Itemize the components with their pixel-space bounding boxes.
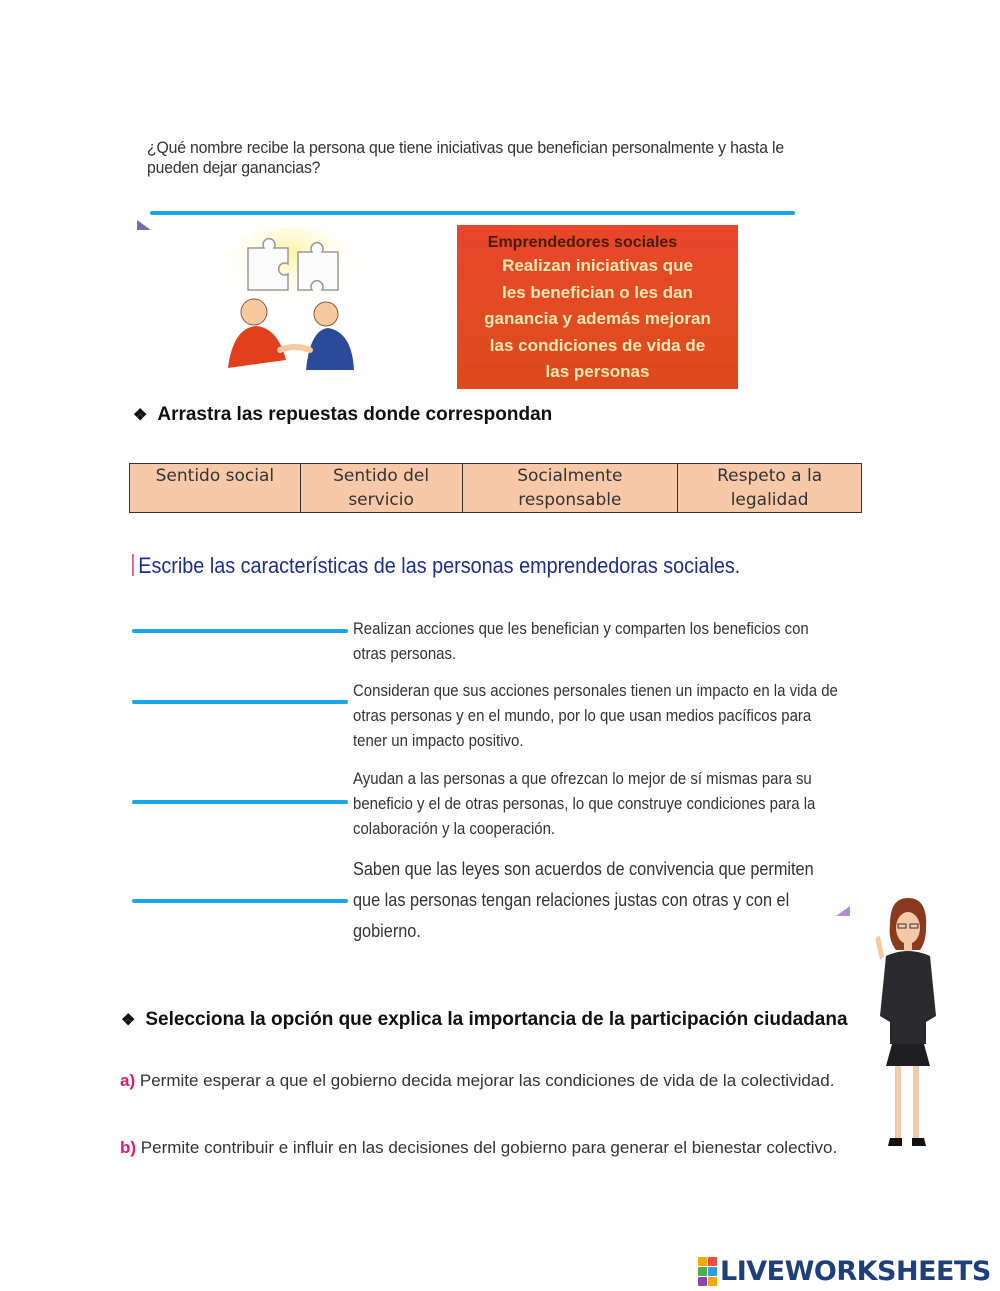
characteristic-drop-line[interactable] <box>132 700 348 704</box>
choice-option-a[interactable] <box>120 1071 834 1091</box>
choice-letter: a) <box>120 1071 136 1090</box>
drag-option[interactable]: Sentido del servicio <box>300 464 462 513</box>
drag-instruction-text: Arrastra las repuestas donde correspondan <box>157 404 553 425</box>
characteristic-text: Ayudan a las personas a que ofrezcan lo mejor de sí mismas para su beneficio y el de otras personas, lo que construye condiciones para la colaboración y la cooperación. <box>353 769 816 838</box>
definition-title: Emprendedores sociales <box>487 234 678 251</box>
logo-block <box>698 1267 707 1276</box>
drag-instruction <box>133 404 552 426</box>
select-instruction-text: Selecciona la opción que explica la importancia de la participación ciudadana <box>145 1009 848 1030</box>
logo-block <box>698 1257 707 1266</box>
definition-line: les benefician o les dan <box>502 282 693 302</box>
diamond-bullet-icon: ❖ <box>133 407 148 424</box>
logo-block <box>698 1277 707 1286</box>
drag-option[interactable]: Respeto a la legalidad <box>678 464 862 513</box>
definition-line: las condiciones de vida de <box>489 335 706 355</box>
logo-block <box>708 1267 717 1276</box>
corner-mark-icon <box>137 220 151 230</box>
definition-line: Realizan iniciativas que <box>502 256 693 275</box>
definition-line: ganancia y además mejoran <box>484 309 711 328</box>
drag-options-table <box>129 463 862 513</box>
logo-block <box>708 1277 717 1286</box>
title-bar-mark <box>132 554 134 576</box>
teacher-illustration <box>868 896 948 1158</box>
logo-blocks-icon <box>698 1257 717 1286</box>
choice-text: Permite contribuir e influir en las decisiones del gobierno para generar el bienestar colectivo. <box>140 1138 838 1157</box>
corner-mark-icon <box>836 906 850 916</box>
drag-option[interactable]: Socialmente responsable <box>462 464 678 513</box>
diamond-bullet-icon: ❖ <box>121 1012 136 1029</box>
definition-box <box>457 225 738 389</box>
characteristic-drop-line[interactable] <box>132 800 348 804</box>
characteristic-drop-line[interactable] <box>132 899 348 903</box>
choice-option-b[interactable] <box>120 1138 837 1158</box>
characteristic-text: Consideran que sus acciones personales tienen un impacto en la vida de otras personas y en el mundo, por lo que usan medios pacíficos para tener un impacto positivo. <box>353 681 838 750</box>
characteristic-text: Saben que las leyes son acuerdos de convivencia que permiten que las personas tengan relaciones justas con otras y con el gobierno. <box>353 858 814 941</box>
question-text: ¿Qué nombre recibe la persona que tiene iniciativas que benefician personalmente y hasta le pueden dejar ganancias? <box>147 138 784 177</box>
select-instruction <box>121 1009 848 1031</box>
liveworksheets-logo[interactable] <box>698 1256 991 1286</box>
logo-wordmark: LIVEWORKSHEETS <box>720 1255 991 1287</box>
choice-text: Permite esperar a que el gobierno decida mejorar las condiciones de vida de la colectividad. <box>139 1071 835 1090</box>
question-answer-line[interactable] <box>150 211 795 215</box>
logo-block <box>708 1257 717 1266</box>
puzzle-handshake-illustration <box>218 228 368 376</box>
drag-option[interactable]: Sentido social <box>130 464 301 513</box>
section-title-text: Escribe las características de las personas emprendedoras sociales. <box>138 553 741 578</box>
characteristic-text: Realizan acciones que les benefician y comparten los beneficios con otras personas. <box>353 619 809 663</box>
characteristic-drop-line[interactable] <box>132 629 348 633</box>
choice-letter: b) <box>120 1138 137 1157</box>
section-title <box>132 553 740 579</box>
definition-line: las personas <box>545 362 650 381</box>
